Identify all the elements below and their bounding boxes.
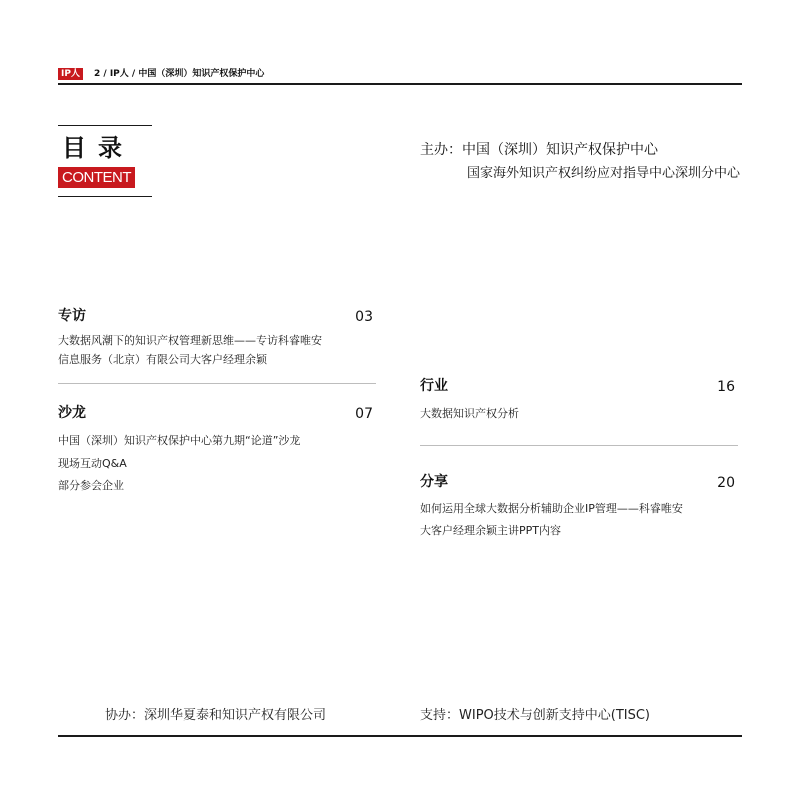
toc-content-badge: CONTENT: [58, 167, 135, 188]
section-salon-item[interactable]: 现场互动Q&A: [58, 457, 127, 470]
section-share-item[interactable]: 大客户经理余颖主讲PPT内容: [420, 524, 561, 537]
footer-co-organizer: 协办：深圳华夏泰和知识产权有限公司: [105, 708, 327, 723]
footer-supporter: 支持：WIPO技术与创新支持中心(TISC): [420, 708, 651, 723]
section-industry-item[interactable]: 大数据知识产权分析: [420, 407, 519, 420]
section-salon-page[interactable]: 07: [355, 406, 373, 422]
section-interview-item[interactable]: 信息服务（北京）有限公司大客户经理余颖: [58, 353, 267, 366]
section-industry-title: 行业: [420, 378, 448, 394]
section-share-title: 分享: [420, 474, 448, 490]
section-interview-page[interactable]: 03: [355, 309, 373, 325]
section-divider: [420, 445, 738, 446]
section-interview-item[interactable]: 大数据风潮下的知识产权管理新思维——专访科睿唯安: [58, 334, 322, 347]
toc-bottom-rule: [58, 196, 152, 197]
section-salon-item[interactable]: 部分参会企业: [58, 479, 124, 492]
section-share-page[interactable]: 20: [717, 475, 735, 491]
host-line-1: 主办：中国（深圳）知识产权保护中心: [420, 142, 658, 158]
section-salon-item[interactable]: 中国（深圳）知识产权保护中心第九期“论道”沙龙: [58, 434, 301, 447]
section-divider: [58, 383, 376, 384]
toc-top-rule: [58, 125, 152, 126]
section-interview-title: 专访: [58, 308, 86, 324]
section-salon-title: 沙龙: [58, 405, 86, 421]
toc-title: 目录: [62, 134, 134, 162]
host-line-2: 国家海外知识产权纠纷应对指导中心深圳分中心: [467, 166, 741, 181]
header-rule: [58, 83, 742, 85]
section-industry-page[interactable]: 16: [717, 379, 735, 395]
header-tag: IP人: [58, 68, 83, 80]
header-breadcrumb: 2 / IP人 / 中国（深圳）知识产权保护中心: [94, 69, 265, 79]
section-share-item[interactable]: 如何运用全球大数据分析辅助企业IP管理——科睿唯安: [420, 502, 683, 515]
footer-rule: [58, 735, 742, 737]
